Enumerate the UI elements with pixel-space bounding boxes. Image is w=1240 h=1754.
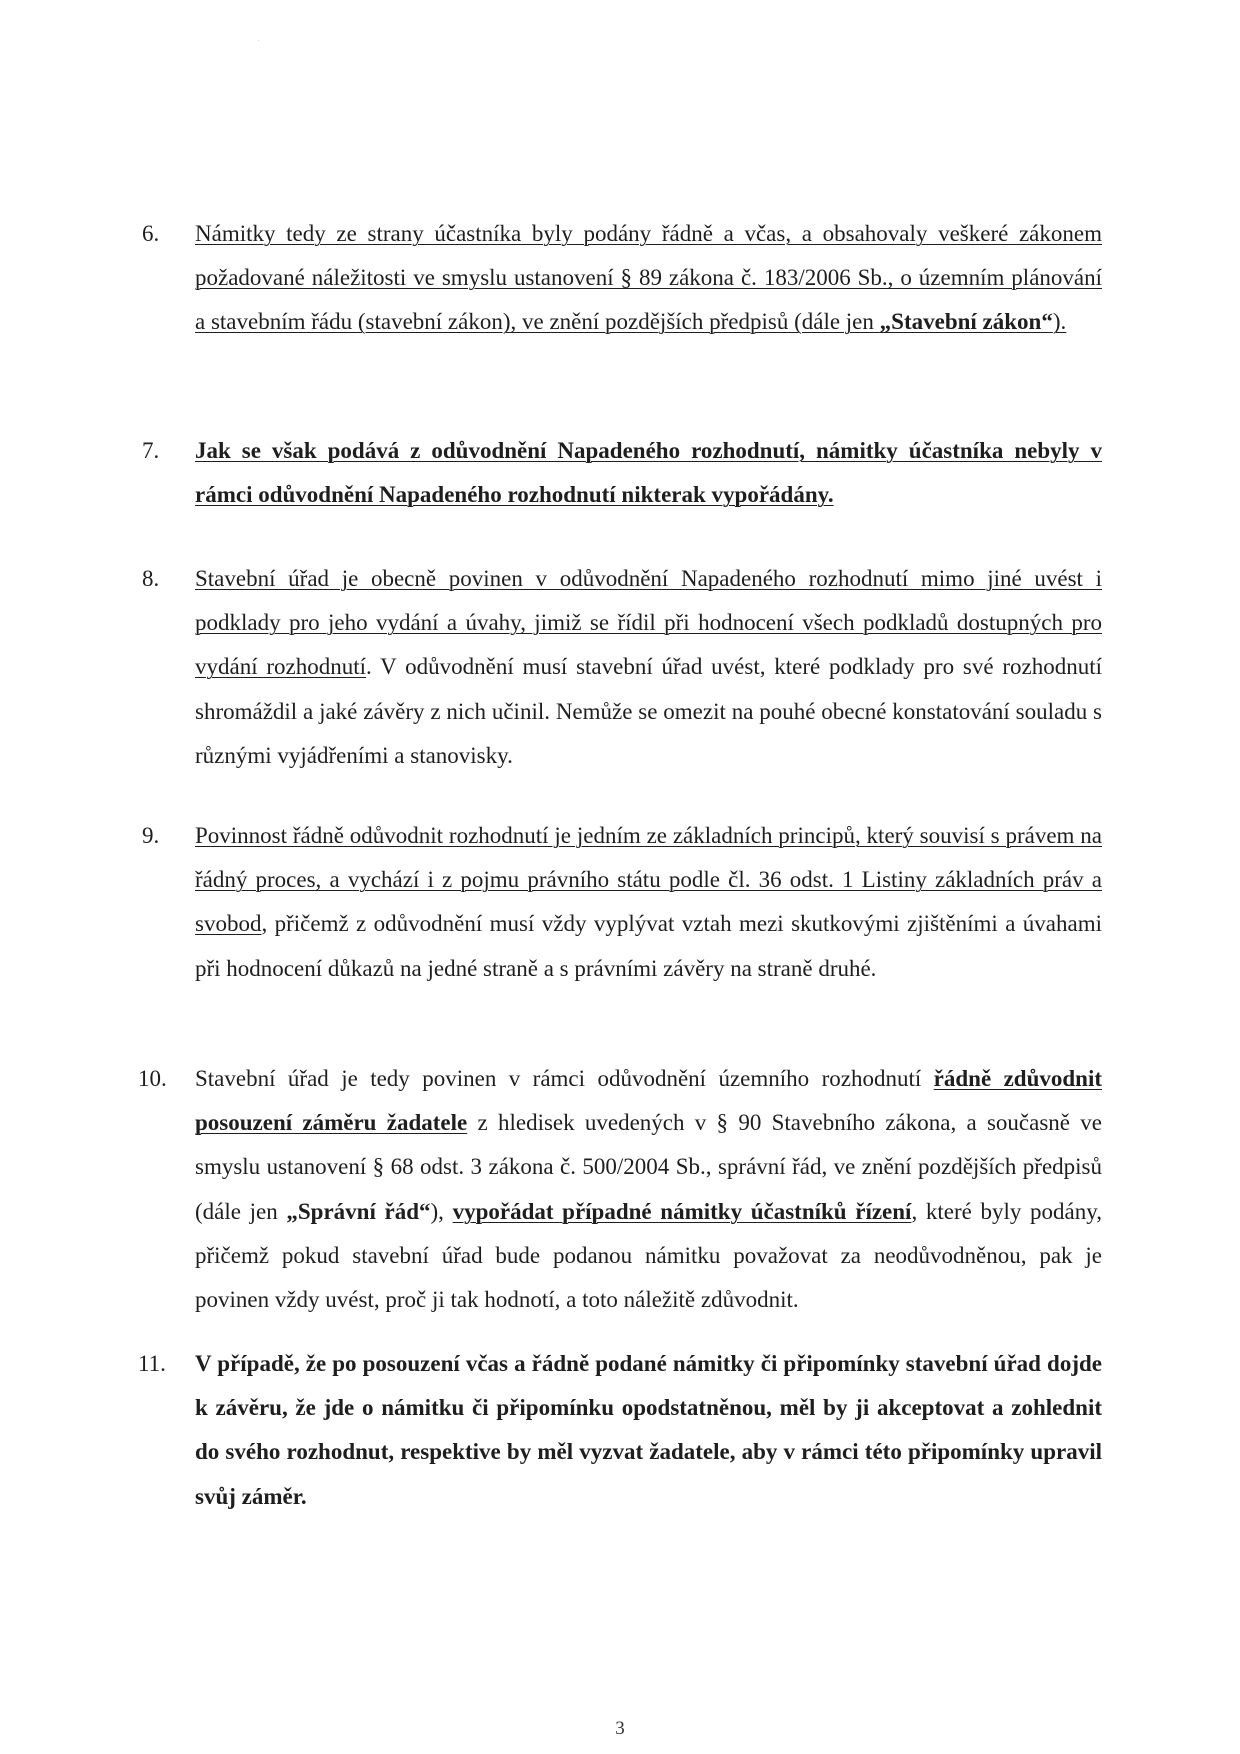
text-segment: ), (430, 1198, 453, 1224)
paragraph-11 (138, 1342, 1102, 1519)
paragraph-number: 10. (138, 1066, 167, 1091)
paragraph-text (195, 557, 1102, 778)
text-segment: , které byly podány, přičemž pokud stavební úřad bude podanou námitku považovat za neodůvodněnou, pak je povinen vždy uvést, proč ji tak hodnotí, a toto náležitě zdůvodnit. (195, 1198, 1102, 1313)
paragraph-text: V případě, že po posouzení včas a řádně podané námitky či připomínky stavební úřad dojde k závěru, že jde o námitku či připomínku opodstatněnou, měl by ji akceptovat a zohlednit do svého rozhodnut, respektive by měl vyzvat žadatele, aby v rámci této připomínky upravil svůj záměr. (195, 1351, 1102, 1509)
text-segment: . V odůvodnění musí stavební úřad uvést, které podklady pro své rozhodnutí shromáždil a jaké závěry z nich učinil. Nemůže se omezit na pouhé obecné konstatování souladu s různými vyjádřeními a stanovisky. (195, 654, 1102, 768)
page-number: 3 (615, 1718, 625, 1739)
text-segment: z hledisek uvedených v § 90 Stavebního zákona, a současně ve smyslu ustanovení § 68 odst. 3 zákona č. 500/2004 Sb., správní řád, ve znění pozdějších předpisů (dále jen (195, 1110, 1102, 1224)
text-segment: Námitky tedy ze strany účastníka byly podány řádně a včas, a obsahovaly veškeré zákonem požadované náležitosti ve smyslu ustanovení § 89 zákona č. 183/2006 Sb., o územním plánování a stavebním řádu (stavební zákon), ve znění pozdějších předpisů (dále jen (195, 221, 1102, 335)
paragraph-number: 8. (142, 566, 160, 591)
paragraph-text (195, 814, 1102, 991)
text-segment: Jak se však podává z odůvodnění Napadeného rozhodnutí, námitky účastníka nebyly v rámci odůvodnění Napadeného rozhodnutí nikterak vypořádány. (195, 438, 1102, 508)
paragraph-text (195, 1057, 1102, 1322)
paragraph-text (195, 212, 1102, 345)
paragraph-number: 7. (142, 438, 160, 463)
text-segment: Stavební úřad je obecně povinen v odůvodnění Napadeného rozhodnutí mimo jiné uvést i podklady pro jeho vydání a úvahy, jimiž se řídil při hodnocení všech podkladů dostupných pro vydání rozhodnutí (195, 566, 1102, 680)
paragraph-number: 9. (142, 823, 160, 848)
defined-term: „Stavební zákon“ (879, 309, 1053, 335)
text-segment: Povinnost řádně odůvodnit rozhodnutí je jedním ze základních principů, který souvisí s právem na řádný proces, a vychází i z pojmu právního státu podle čl. 36 odst. 1 Listiny základních práv a svobod (195, 823, 1102, 937)
emphasized-text: řádně zdůvodnit posouzení záměru žadatele (195, 1066, 1102, 1136)
text-segment: Stavební úřad je tedy povinen v rámci odůvodnění územního rozhodnutí (195, 1066, 934, 1091)
paragraph-9 (142, 814, 1102, 991)
paragraph-8 (142, 557, 1102, 778)
text-segment: ). (1052, 309, 1067, 335)
paragraph-10 (138, 1057, 1102, 1322)
paragraph-number: 11. (138, 1351, 166, 1376)
defined-term: „Správní řád“ (286, 1198, 431, 1224)
emphasized-text: vypořádat případné námitky účastníků řízení (452, 1198, 912, 1224)
text-segment: , přičemž z odůvodnění musí vždy vyplývat vztah mezi skutkovými zjištěními a úvahami při hodnocení důkazů na jedné straně a s právními závěry na straně druhé. (195, 911, 1102, 981)
scan-artifact (258, 40, 259, 41)
paragraph-6 (142, 212, 1102, 345)
paragraph-text (195, 429, 1102, 517)
paragraph-7 (142, 429, 1102, 517)
paragraph-number: 6. (142, 221, 160, 246)
